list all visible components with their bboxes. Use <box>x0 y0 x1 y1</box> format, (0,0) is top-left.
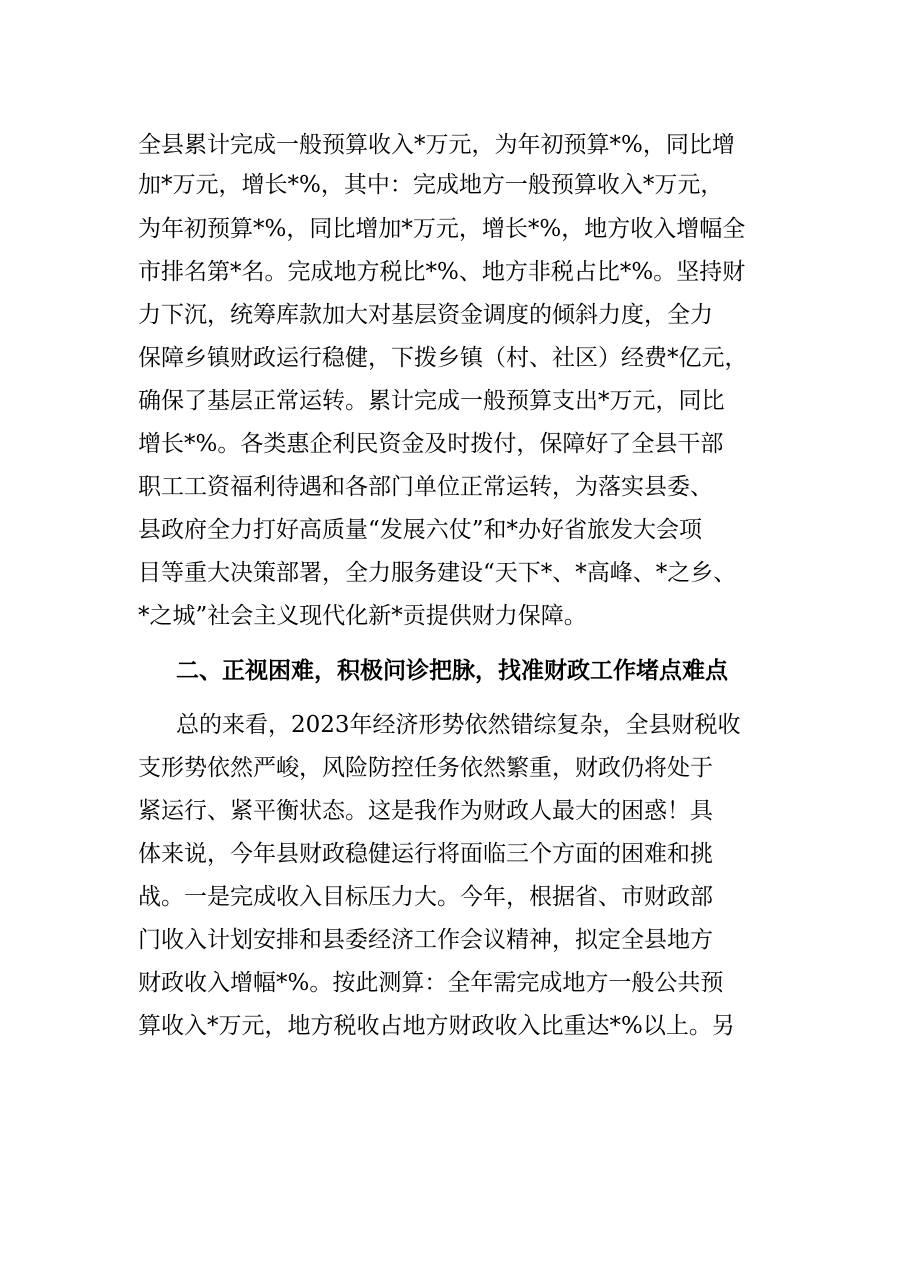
paragraph-1-line-2: 加*万元，增长*%，其中：完成地方一般预算收入*万元， <box>138 172 724 198</box>
paragraph-2-line-1: 总的来看，2023年经济形势依然错综复杂，全县财税收 <box>176 712 741 738</box>
paragraph-2-line-6: 门收入计划安排和县委经济工作会议精神，拟定全县地方 <box>138 927 713 953</box>
paragraph-2-line-7: 财政收入增幅*%。按此测算：全年需完成地方一般公共预 <box>138 970 724 996</box>
paragraph-1-line-12: *之城”社会主义现代化新*贡提供财力保障。 <box>138 603 587 629</box>
paragraph-2-line-3: 紧运行、紧平衡状态。这是我作为财政人最大的困惑！具 <box>138 798 713 824</box>
paragraph-2-line-4: 体来说，今年县财政稳健运行将面临三个方面的困难和挑 <box>138 841 713 867</box>
paragraph-1-line-9: 职工工资福利待遇和各部门单位正常运转，为落实县委、 <box>138 474 713 500</box>
paragraph-1-line-7: 确保了基层正常运转。累计完成一般预算支出*万元，同比 <box>138 388 725 414</box>
paragraph-1-line-4: 市排名第*名。完成地方税比*%、地方非税占比*%。坚持财 <box>138 259 746 285</box>
paragraph-1-line-3: 为年初预算*%，同比增加*万元，增长*%，地方收入增幅全 <box>138 216 746 242</box>
paragraph-1-line-6: 保障乡镇财政运行稳健，下拨乡镇（村、社区）经费*亿元， <box>138 345 748 371</box>
paragraph-1-line-1: 全县累计完成一般预算收入*万元，为年初预算*%，同比增 <box>138 132 735 158</box>
paragraph-2-line-2: 支形势依然严峻，风险防控任务依然繁重，财政仍将处于 <box>138 755 713 781</box>
paragraph-1-line-11: 目等重大决策部署，全力服务建设“天下*、*高峰、*之乡、 <box>138 560 737 586</box>
paragraph-2-line-8: 算收入*万元，地方税收占地方财政收入比重达*%以上。另 <box>138 1013 735 1039</box>
paragraph-1-line-5: 力下沉，统筹库款加大对基层资金调度的倾斜力度，全力 <box>138 302 713 328</box>
paragraph-2-line-5: 战。一是完成收入目标压力大。今年，根据省、市财政部 <box>138 884 713 910</box>
paragraph-1-line-8: 增长*%。各类惠企利民资金及时拨付，保障好了全县干部 <box>138 431 724 457</box>
section-heading: 二、正视困难，积极问诊把脉，找准财政工作堵点难点 <box>176 657 728 684</box>
paragraph-1-line-10: 县政府全力打好高质量“发展六仗”和*办好省旅发大会项 <box>138 517 703 543</box>
